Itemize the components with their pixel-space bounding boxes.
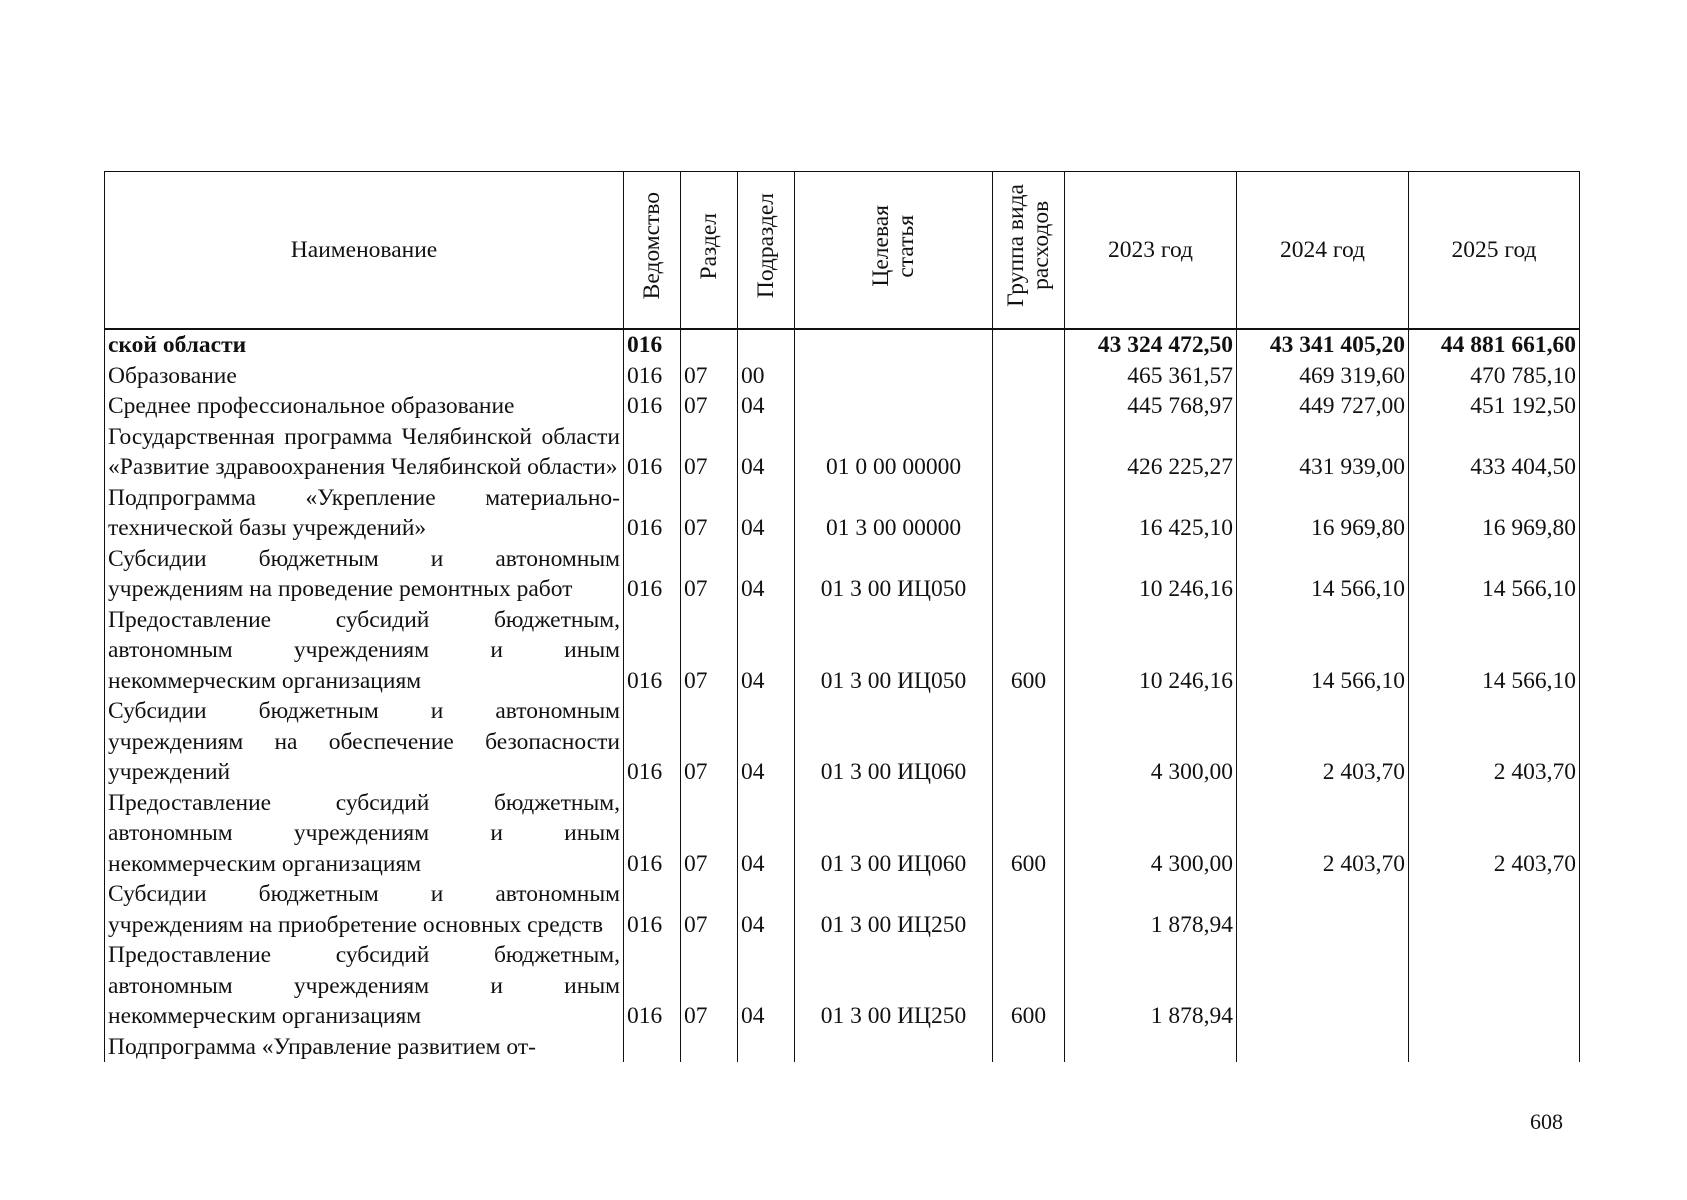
row-amount-2023: 445 768,97	[1065, 391, 1237, 422]
row-subsection	[738, 1032, 795, 1063]
row-amount-2023: 43 324 472,50	[1065, 329, 1237, 361]
row-amount-2023: 10 246,16	[1065, 605, 1237, 697]
row-amount-2025: 470 785,10	[1409, 361, 1580, 392]
row-section	[681, 1032, 738, 1063]
row-target-article: 01 3 00 ИЦ050	[795, 544, 993, 605]
row-expense-group: 600	[993, 940, 1065, 1032]
row-expense-group	[993, 879, 1065, 940]
row-amount-2025	[1409, 940, 1580, 1032]
row-section: 07	[681, 422, 738, 483]
row-amount-2023: 16 425,10	[1065, 483, 1237, 544]
row-target-article	[795, 361, 993, 392]
table-row	[105, 544, 1580, 605]
row-name: Субсидии бюджетным и автономным учреждениям на обеспечение безопасности учреждений	[105, 696, 624, 788]
row-expense-group	[993, 329, 1065, 361]
row-subsection: 04	[738, 879, 795, 940]
page-number: 608	[1530, 1109, 1563, 1134]
row-subsection: 04	[738, 696, 795, 788]
table-header	[105, 172, 1580, 330]
row-section: 07	[681, 940, 738, 1032]
row-name: Предоставление субсидий бюджетным, автономным учреждениям и иным некоммерческим организациям	[105, 605, 624, 697]
row-target-article: 01 3 00 ИЦ060	[795, 696, 993, 788]
row-amount-2025: 14 566,10	[1409, 544, 1580, 605]
header-year-2025: 2025 год	[1409, 172, 1580, 330]
header-subsection: Подраздел	[738, 172, 795, 330]
table-row	[105, 879, 1580, 940]
row-amount-2025: 2 403,70	[1409, 696, 1580, 788]
row-amount-2023: 10 246,16	[1065, 544, 1237, 605]
row-amount-2024: 14 566,10	[1237, 605, 1409, 697]
row-amount-2025: 451 192,50	[1409, 391, 1580, 422]
row-subsection: 04	[738, 422, 795, 483]
row-amount-2023: 426 225,27	[1065, 422, 1237, 483]
row-amount-2025: 433 404,50	[1409, 422, 1580, 483]
row-section: 07	[681, 544, 738, 605]
row-target-article	[795, 391, 993, 422]
row-expense-group	[993, 391, 1065, 422]
row-dept: 016	[624, 605, 681, 697]
row-name: Предоставление субсидий бюджетным, автономным учреждениям и иным некоммерческим организациям	[105, 940, 624, 1032]
row-dept: 016	[624, 544, 681, 605]
table-row	[105, 483, 1580, 544]
row-section: 07	[681, 879, 738, 940]
header-target-article: Целевая статья	[795, 172, 993, 330]
row-amount-2024: 431 939,00	[1237, 422, 1409, 483]
row-subsection: 04	[738, 544, 795, 605]
table-row	[105, 361, 1580, 392]
row-target-article	[795, 1032, 993, 1063]
table-row	[105, 788, 1580, 880]
row-name: Государственная программа Челябинской области «Развитие здравоохранения Челябинской области»	[105, 422, 624, 483]
header-dept: Ведомство	[624, 172, 681, 330]
row-amount-2024: 43 341 405,20	[1237, 329, 1409, 361]
row-amount-2024	[1237, 879, 1409, 940]
row-amount-2025: 14 566,10	[1409, 605, 1580, 697]
row-amount-2024: 2 403,70	[1237, 696, 1409, 788]
row-amount-2023: 1 878,94	[1065, 879, 1237, 940]
row-amount-2024: 14 566,10	[1237, 544, 1409, 605]
row-section: 07	[681, 391, 738, 422]
table-body	[105, 329, 1580, 1062]
row-amount-2025	[1409, 879, 1580, 940]
row-name: Субсидии бюджетным и автономным учреждениям на приобретение основных средств	[105, 879, 624, 940]
header-expense-group: Группа вида расходов	[993, 172, 1065, 330]
row-expense-group	[993, 361, 1065, 392]
row-dept: 016	[624, 788, 681, 880]
row-amount-2023: 1 878,94	[1065, 940, 1237, 1032]
table-row	[105, 422, 1580, 483]
row-name: Образование	[105, 361, 624, 392]
row-name: ской области	[105, 329, 624, 361]
row-dept: 016	[624, 940, 681, 1032]
table-row	[105, 940, 1580, 1032]
row-expense-group: 600	[993, 788, 1065, 880]
row-expense-group	[993, 483, 1065, 544]
row-section	[681, 329, 738, 361]
row-amount-2024	[1237, 940, 1409, 1032]
row-amount-2023: 4 300,00	[1065, 788, 1237, 880]
row-amount-2025: 44 881 661,60	[1409, 329, 1580, 361]
row-amount-2025: 16 969,80	[1409, 483, 1580, 544]
row-amount-2024: 469 319,60	[1237, 361, 1409, 392]
row-section: 07	[681, 605, 738, 697]
row-expense-group	[993, 422, 1065, 483]
row-subsection: 04	[738, 940, 795, 1032]
row-subsection	[738, 329, 795, 361]
row-section: 07	[681, 483, 738, 544]
row-subsection: 04	[738, 483, 795, 544]
row-expense-group	[993, 544, 1065, 605]
row-amount-2023: 4 300,00	[1065, 696, 1237, 788]
row-dept	[624, 1032, 681, 1063]
row-section: 07	[681, 361, 738, 392]
header-year-2024: 2024 год	[1237, 172, 1409, 330]
row-dept: 016	[624, 329, 681, 361]
row-expense-group	[993, 696, 1065, 788]
row-expense-group	[993, 1032, 1065, 1063]
row-expense-group: 600	[993, 605, 1065, 697]
table-row	[105, 391, 1580, 422]
header-section: Раздел	[681, 172, 738, 330]
row-amount-2023	[1065, 1032, 1237, 1063]
row-dept: 016	[624, 361, 681, 392]
row-dept: 016	[624, 391, 681, 422]
row-target-article: 01 3 00 ИЦ250	[795, 879, 993, 940]
row-name: Предоставление субсидий бюджетным, автономным учреждениям и иным некоммерческим организациям	[105, 788, 624, 880]
table-row	[105, 605, 1580, 697]
row-name: Субсидии бюджетным и автономным учреждениям на проведение ремонтных работ	[105, 544, 624, 605]
table-row	[105, 1032, 1580, 1063]
row-amount-2025	[1409, 1032, 1580, 1063]
row-section: 07	[681, 788, 738, 880]
row-target-article	[795, 329, 993, 361]
row-name: Подпрограмма «Укрепление материально-технической базы учреждений»	[105, 483, 624, 544]
row-target-article: 01 3 00 00000	[795, 483, 993, 544]
header-name: Наименование	[105, 172, 624, 330]
table-row	[105, 696, 1580, 788]
row-amount-2024	[1237, 1032, 1409, 1063]
row-target-article: 01 3 00 ИЦ060	[795, 788, 993, 880]
row-subsection: 04	[738, 788, 795, 880]
row-dept: 016	[624, 422, 681, 483]
table-row	[105, 329, 1580, 361]
row-amount-2024: 449 727,00	[1237, 391, 1409, 422]
row-amount-2024: 16 969,80	[1237, 483, 1409, 544]
row-target-article: 01 0 00 00000	[795, 422, 993, 483]
row-dept: 016	[624, 879, 681, 940]
row-subsection: 04	[738, 391, 795, 422]
row-section: 07	[681, 696, 738, 788]
row-target-article: 01 3 00 ИЦ050	[795, 605, 993, 697]
budget-table	[104, 171, 1580, 1062]
row-target-article: 01 3 00 ИЦ250	[795, 940, 993, 1032]
row-dept: 016	[624, 696, 681, 788]
row-dept: 016	[624, 483, 681, 544]
row-amount-2025: 2 403,70	[1409, 788, 1580, 880]
header-year-2023: 2023 год	[1065, 172, 1237, 330]
row-subsection: 00	[738, 361, 795, 392]
row-name: Подпрограмма «Управление развитием от-	[105, 1032, 624, 1063]
row-amount-2024: 2 403,70	[1237, 788, 1409, 880]
row-subsection: 04	[738, 605, 795, 697]
row-amount-2023: 465 361,57	[1065, 361, 1237, 392]
row-name: Среднее профессиональное образование	[105, 391, 624, 422]
